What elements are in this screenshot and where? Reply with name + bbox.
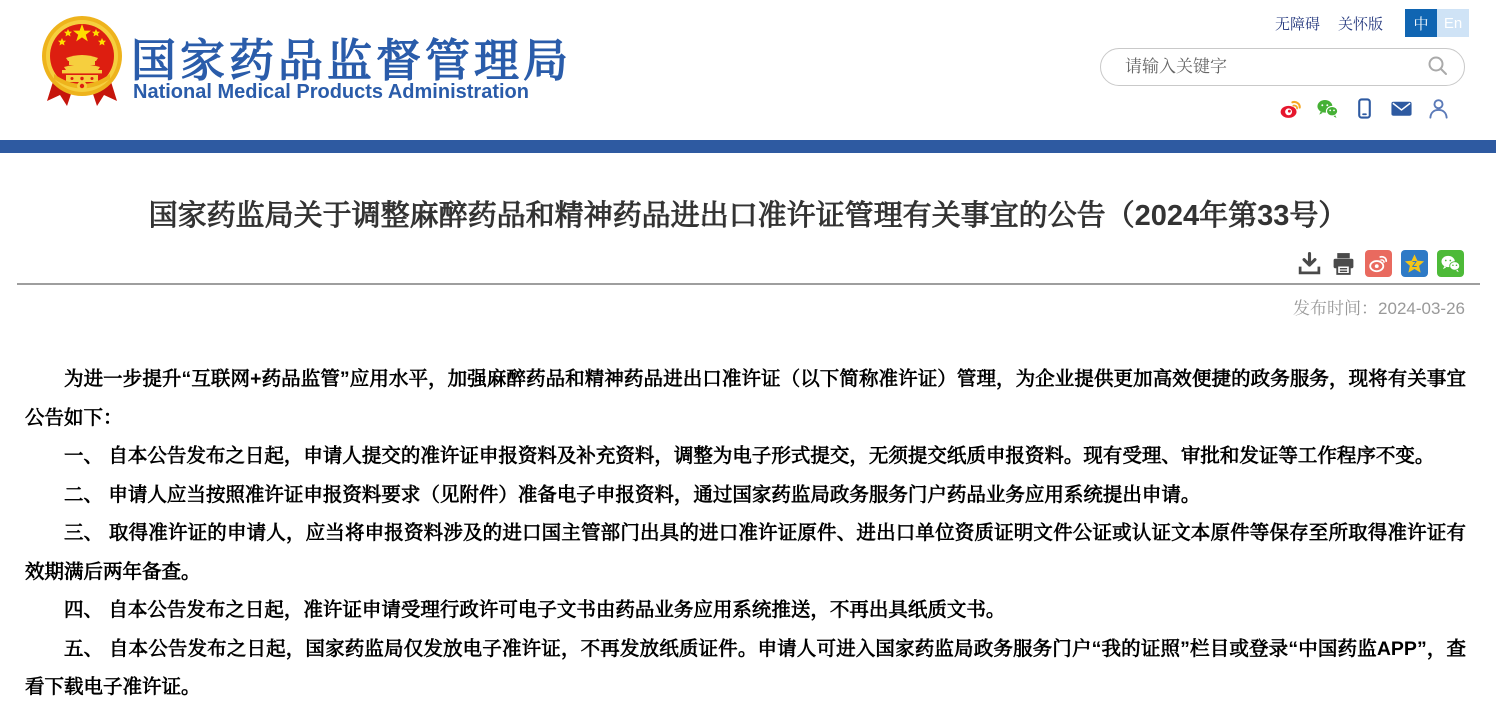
wechat-icon[interactable] [1316,97,1339,120]
national-emblem-logo [40,12,124,112]
language-toggle [1405,9,1469,37]
header-divider-bar [0,140,1496,153]
user-icon[interactable] [1427,97,1450,120]
mail-icon[interactable] [1390,97,1413,120]
care-version-link[interactable]: 关怀版 [1337,16,1383,33]
qzone-share-icon[interactable] [1401,250,1428,277]
site-header [0,0,1496,140]
site-title-cn: 国家药品监督管理局 [131,35,573,86]
paragraph-item-3: 三、 取得准许证的申请人，应当将申报资料涉及的进口国主管部门出具的进口准许证原件、进出口单位资质证明文件公证或认证文本原件等保存至所取得准许证有效期满后两年备查。 [25,522,1466,583]
paragraph-item-5: 五、 自本公告发布之日起，国家药监局仅发放电子准许证，不再发放纸质证件。申请人可进入国家药监局政务服务门户“我的证照”栏目或登录“中国药监APP”，查看下载电子准许证。 [25,637,1466,698]
print-icon[interactable] [1331,251,1356,276]
lang-en-button[interactable]: En [1437,9,1469,37]
search-icon [1426,54,1450,78]
weibo-icon[interactable] [1279,97,1302,120]
utility-links [1275,13,1383,34]
article [0,193,1496,707]
lang-zh-button[interactable]: 中 [1405,9,1437,37]
article-actions [0,249,1464,277]
article-body [25,360,1466,707]
svg-text:Z: Z [1412,259,1417,269]
article-title: 国家药监局关于调整麻醉药品和精神药品进出口准许证管理有关事宜的公告（2024年第33号） [148,200,1348,232]
paragraph-item-2: 二、 申请人应当按照准许证申报资料要求（见附件）准备电子申报资料，通过国家药监局政务服务门户药品业务应用系统提出申请。 [64,483,1201,506]
paragraph-item-4: 四、 自本公告发布之日起，准许证申请受理行政许可电子文书由药品业务应用系统推送，不再出具纸质文书。 [64,599,1006,621]
mobile-icon[interactable] [1353,97,1376,120]
site-title-en: National Medical Products Administration [133,81,529,103]
weibo-share-icon[interactable] [1365,250,1392,277]
social-links [1279,97,1450,120]
wechat-share-icon[interactable] [1437,250,1464,277]
title-divider [17,283,1480,285]
search-box [1100,48,1465,86]
publish-time [0,294,1465,319]
paragraph-intro: 为进一步提升“互联网+药品监管”应用水平，加强麻醉药品和精神药品进出口准许证（以下简称准许证）管理，为企业提供更加高效便捷的政务服务，现将有关事宜公告如下： [25,368,1466,429]
publish-time-label: 发布时间： [1293,299,1379,318]
paragraph-item-1: 一、 自本公告发布之日起，申请人提交的准许证申报资料及补充资料，调整为电子形式提交，无须提交纸质申报资料。现有受理、审批和发证等工作程序不变。 [64,445,1435,467]
download-icon[interactable] [1297,251,1322,276]
search-button[interactable] [1424,49,1464,85]
accessibility-link[interactable]: 无障碍 [1274,16,1320,33]
search-input[interactable] [1101,57,1424,77]
publish-time-value: 2024-03-26 [1378,299,1465,318]
